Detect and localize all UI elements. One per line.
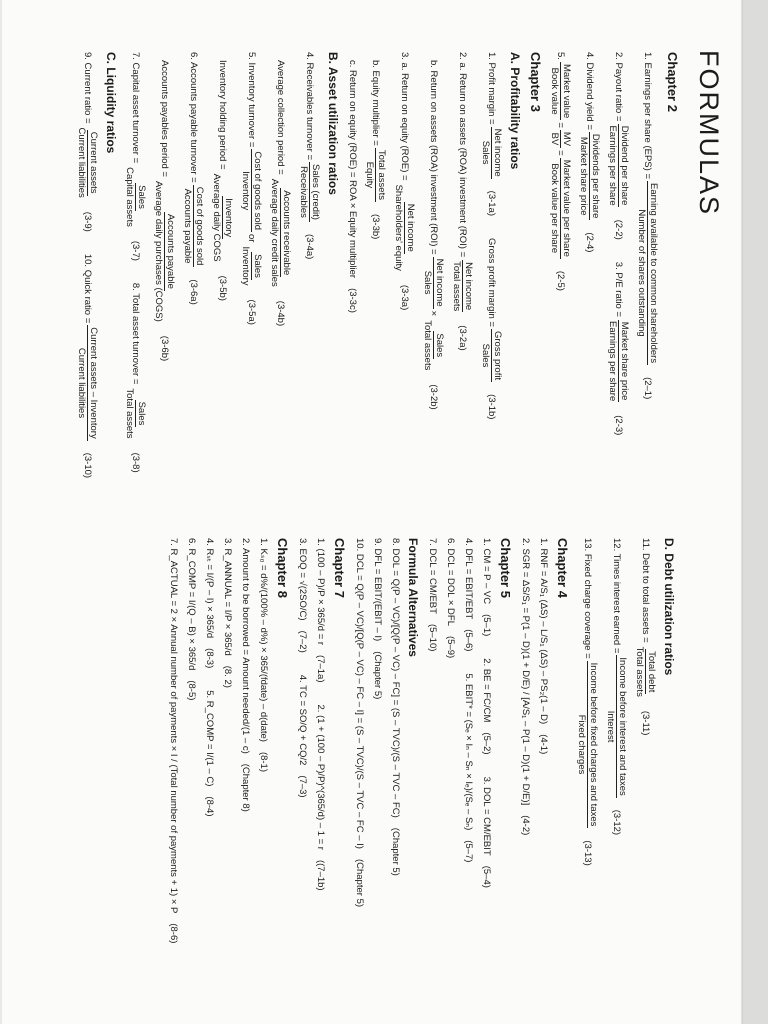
denominator: Inventory: [240, 246, 251, 286]
formula-4-2: [519, 538, 531, 1018]
formula-tag: (3-9): [82, 211, 94, 232]
formula-tag: (3-6b): [159, 335, 171, 362]
numerator: Cost of goods sold: [194, 186, 205, 266]
formula-tag: (Chapter 8): [240, 763, 251, 812]
formula-text: 6. DCL = DOL × DFL: [445, 538, 456, 626]
denominator: Sales: [480, 140, 491, 165]
chapter-4-heading: Chapter 4: [555, 538, 570, 598]
formula-tag: (8. 2): [222, 665, 233, 688]
fraction: [636, 181, 659, 365]
formula-lhs: Inventory holding period =: [217, 60, 229, 170]
formula-3-11: [634, 538, 657, 1018]
fraction: [76, 126, 99, 200]
numerator: Accounts receivable: [281, 190, 292, 276]
fraction: [605, 655, 628, 797]
numerator: Income before fixed charges and taxes: [588, 662, 599, 827]
fraction: [451, 259, 474, 313]
denominator: Current liabilities: [76, 127, 87, 198]
formula-tag: (8-1): [258, 751, 269, 772]
formula-tag: (8-3): [204, 648, 215, 669]
formula-3-4b: [269, 52, 292, 592]
or-text: or: [246, 234, 258, 243]
formula-5-6-to-5-9: [462, 538, 474, 1018]
numerator: Net income: [492, 128, 503, 177]
formula-tag: (3-5b): [217, 275, 229, 301]
formula-tag: (3-3a): [399, 284, 411, 311]
chapter-7-heading: Chapter 7: [332, 538, 347, 598]
fraction: [211, 172, 234, 264]
formula-text: 9. DFL = EBIT/(EBIT – I): [372, 538, 383, 642]
formula-text: 7. DCL = CM/EBT: [427, 538, 438, 614]
formula-tag: (2-4): [584, 232, 596, 253]
numerator: Current assets: [88, 131, 99, 194]
numerator: Dividend per share: [619, 125, 630, 206]
formula-tag: (5–10): [427, 623, 438, 652]
numerator: MV: [561, 131, 572, 147]
formula-lhs: 8. Total asset turnover =: [130, 282, 142, 385]
fraction: [634, 645, 657, 699]
numerator: Gross profit: [492, 330, 503, 381]
formula-8-3-and-8-4: [203, 538, 215, 1018]
formula-lhs: Average collection period =: [275, 60, 287, 175]
numerator: Market value: [561, 63, 572, 119]
formula-4-1-and-4-2: [537, 538, 549, 1018]
formula-3-1: [480, 52, 503, 592]
formula-8-6: [167, 538, 179, 1018]
numerator: Income before interest and taxes: [617, 657, 628, 796]
chapter-8-heading: Chapter 8: [275, 538, 290, 598]
section-c-heading: C. Liquidity ratios: [104, 52, 118, 154]
fraction: [240, 244, 263, 287]
formula-lhs: 4. Receivables turnover =: [304, 52, 316, 160]
numerator: Sales: [136, 401, 147, 426]
formula-3-9-and-3-10: [76, 52, 99, 592]
numerator: Market share price: [619, 321, 630, 401]
fraction: [578, 132, 601, 221]
formula-tag: (3-3c): [347, 288, 358, 313]
denominator: Current liabilities: [76, 347, 87, 419]
formula-sheet: [2, 0, 742, 1024]
fraction: [422, 257, 445, 309]
fraction: [153, 179, 176, 324]
fraction: [182, 185, 205, 268]
formula-tag: (3-2a): [457, 325, 469, 351]
fraction: [269, 177, 292, 289]
formula-lhs: 1. Profit margin =: [486, 52, 498, 125]
formula-lhs: 5. Inventory turnover =: [246, 52, 258, 148]
page-title: FORMULAS: [694, 50, 724, 217]
formula-5-1-to-5-4: [480, 538, 492, 1018]
formula-text: 4. Rₛₜ = I/(P – I) × 365/d: [204, 538, 215, 639]
formula-text: 8. DOL = Q(P – VC)/[Q(P – VC) – FC] = (S – TVC)/(S – TVC – FC): [390, 538, 401, 818]
formula-lhs: 2. Payout ratio =: [613, 52, 625, 122]
formula-tag: (3-1b): [486, 394, 498, 420]
denominator: Sales: [480, 343, 491, 368]
formula-lhs: 12. Times interest earned =: [611, 538, 623, 654]
formula-tag: (5–6): [463, 629, 474, 652]
denominator: Book value per share: [549, 163, 560, 254]
formula-tag: (3-4b): [275, 300, 287, 327]
formula-8-1: [257, 538, 269, 1018]
formula-7-1: [314, 538, 326, 1018]
formula-text: 3. EOQ = √(2SO/C): [297, 538, 308, 621]
fraction: [124, 165, 147, 229]
formula-tag: (3-10): [82, 452, 94, 479]
numerator: Net income: [434, 258, 445, 307]
denominator: Market share price: [578, 136, 589, 216]
formula-text: 1. RNF = A/S₁ (ΔS) – L/S₁ (ΔS) – PS₂(1 – D): [538, 538, 549, 725]
formula-lhs: 10. Quick ratio =: [82, 253, 94, 324]
chapter-2-heading: Chapter 2: [665, 52, 680, 112]
formula-3-3b: [364, 52, 387, 592]
formula-text: 1. CM = P – VC: [481, 538, 492, 605]
numerator: Dividends per share: [590, 133, 601, 219]
numerator: Earning available to common shareholders: [648, 183, 659, 364]
denominator: Average daily COGS: [211, 173, 222, 262]
formula-lhs: Accounts payables period =: [159, 60, 171, 177]
formula-text: 3. R_ANNUAL = I/P × 365/d: [222, 538, 233, 656]
numerator: Sales: [136, 185, 147, 209]
formula-tag: (3-1a): [486, 190, 498, 217]
formula-8-2: [221, 538, 233, 1018]
formula-text: 4. TC = SO/Q + CQ/2: [297, 674, 308, 766]
formula-tag: (8-5): [186, 680, 197, 701]
formula-tag: (2-5): [555, 270, 567, 291]
formula-tag: ((7–1b): [315, 859, 326, 891]
formula-2-5: [549, 52, 572, 592]
formula-3-2a: [451, 52, 474, 592]
denominator: Earnings per share: [607, 320, 618, 402]
formula-tag: (3-5a): [246, 299, 258, 325]
formula-text: 3. DOL = CM/EBIT: [481, 776, 492, 856]
formula-5-10: [426, 538, 438, 1018]
formula-text: 2. SGR = ΔS/S₁ = P(1 – D)(1 + D/E) / [A/S₁ – P(1 – D)(1 + D/E)]: [520, 538, 531, 806]
formula-text: 2. (1 + (100 – P)/P)^(365/d) – 1 = r: [315, 704, 326, 850]
formula-3-5b: [211, 52, 234, 592]
denominator: BV: [549, 132, 560, 146]
formula-lhs: 13. Fixed charge coverage =: [582, 538, 594, 659]
formula-tag: (3-11): [640, 710, 652, 736]
numerator: Inventory: [223, 198, 234, 238]
fraction: [240, 149, 263, 232]
fraction: [549, 62, 572, 120]
formula-alt-10: [353, 538, 365, 1018]
formula-tag: (5–9): [445, 636, 456, 659]
section-d-heading: D. Debt utilization ratios: [662, 538, 676, 676]
formula-tag: (Chapter 5): [372, 651, 383, 700]
denominator: Total assets: [451, 261, 462, 312]
denominator: Receivables: [298, 166, 309, 218]
formula-3-7-and-3-8: [124, 52, 147, 592]
denominator: Total assets: [634, 646, 645, 697]
denominator: Total assets: [422, 320, 433, 371]
formula-alt-9: [371, 538, 383, 1018]
formula-text: c. Return on equity (ROE) = ROA × Equity multiplier: [347, 60, 358, 279]
numerator: Net income: [405, 203, 416, 252]
fraction: [549, 130, 572, 148]
formula-text: 4. DFL = EBIT/EBT: [463, 538, 474, 620]
denominator: Average daily credit sales: [269, 178, 280, 287]
numerator: Cost of goods sold: [252, 151, 263, 231]
numerator: Sales (credit): [310, 164, 321, 220]
formula-lhs: Gross profit margin =: [486, 238, 498, 327]
equals: =: [555, 150, 567, 156]
formula-2-4: [578, 52, 601, 592]
formula-text: 2. BE = FC/CM: [481, 658, 492, 723]
formula-tag: (3-4a): [304, 233, 316, 260]
formula-alternatives-heading: Formula Alternatives: [406, 538, 420, 657]
formula-lhs: 6. Accounts payable turnover =: [188, 52, 200, 183]
formula-2-1: [636, 52, 659, 592]
formula-tag: (2–1): [642, 377, 654, 400]
numerator: Market value per share: [561, 159, 572, 257]
denominator: Fixed charges: [576, 714, 587, 775]
formula-3-12: [605, 538, 628, 1018]
right-column: [161, 538, 680, 1018]
fraction: [76, 325, 99, 440]
formula-tag: (7–3): [297, 775, 308, 798]
denominator: Total assets: [124, 388, 135, 439]
formula-tag: (Chapter 5): [390, 827, 401, 876]
numerator: Accounts payable: [165, 213, 176, 289]
formula-text: 2. Amount to be borrowed = Amount needed/(1 – c): [240, 538, 251, 754]
numerator: Total assets: [376, 149, 387, 200]
section-a-heading: A. Profitability ratios: [508, 52, 522, 170]
formula-3-4a: [298, 52, 321, 592]
numerator: Total debt: [646, 651, 657, 693]
formula-text: 1. Kₛ₀ = d%/(100% – d%) × 365/(fdate) – d(date): [258, 538, 269, 742]
formula-tag: (8-4): [204, 796, 215, 817]
formula-text: 1. (100 – P)/P × 365/d = r: [315, 538, 326, 646]
formula-tag: (5–1): [481, 614, 492, 637]
chapter-5-heading: Chapter 5: [498, 538, 513, 598]
numerator: Sales: [434, 333, 445, 358]
fraction: [607, 123, 630, 207]
formula-tag: (3-8): [130, 452, 142, 473]
left-column: [70, 52, 680, 592]
formula-tag: (3-13): [582, 840, 594, 866]
formula-tag: (3-3b): [370, 213, 382, 240]
formula-lhs: 3. P/E ratio =: [613, 261, 625, 317]
formula-tag: (2-2): [613, 219, 625, 240]
times-sign: ×: [428, 310, 440, 317]
formula-tag: (5–2): [481, 732, 492, 755]
fraction: [576, 661, 599, 829]
denominator: Earnings per share: [607, 125, 618, 206]
denominator: Number of shares outstanding: [636, 209, 647, 337]
formula-text: 7. R_ACTUAL = 2 × Annual number of payments × I / (Total number of payments + 1) × P: [168, 538, 179, 914]
formula-lhs: 1. Earnings per share (EPS) =: [642, 52, 654, 179]
formula-tag: (3-12): [611, 809, 623, 836]
formula-3-6b: [153, 52, 176, 592]
formula-text: 5. EBIT* = (Sₑ × Iₙ – Sₙ × Iₑ)/(Sₑ – Sₙ): [463, 673, 474, 831]
formula-tag: (7–1a): [315, 655, 326, 683]
denominator: Equity: [364, 161, 375, 189]
formula-text: 6. R_COMP = I/(Q – B) × 365/d: [186, 538, 197, 671]
denominator: Inventory: [240, 171, 251, 211]
formula-3-6a: [182, 52, 205, 592]
fraction: [393, 183, 416, 273]
formula-alt-8: [389, 538, 401, 1018]
fraction: [607, 319, 630, 403]
fraction: [480, 329, 503, 382]
fraction: [422, 318, 445, 372]
fraction: [480, 127, 503, 179]
denominator: Interest: [605, 710, 616, 743]
equals: =: [555, 122, 567, 128]
denominator: Accounts payable: [182, 188, 193, 264]
formula-tag: (4-1): [538, 734, 549, 755]
section-b-heading: B. Asset utilization ratios: [326, 52, 340, 195]
formula-3-3c: [346, 52, 358, 592]
formula-tag: (3-6a): [188, 279, 200, 305]
numerator: Net income: [463, 262, 474, 311]
formula-lhs: b. Equity multiplier =: [370, 60, 382, 146]
denominator: Shareholders' equity: [393, 184, 404, 271]
formula-text: 10. DCL = Q(P – VC)/[Q(P – VC) – FC – I] = (S – TVC)/(S – TVC – FC – I): [354, 538, 365, 849]
formula-lhs: b. Return on assets (ROA) investment (ROI) =: [428, 60, 440, 255]
formula-lhs: 3. a. Return on equity (ROE) =: [399, 52, 411, 181]
formula-5-9: [444, 538, 456, 1018]
fraction: [549, 158, 572, 259]
formula-tag: (4-2): [520, 815, 531, 836]
formula-lhs: 2. a. Return on assets (ROA) investment (ROI) =: [457, 52, 469, 258]
formula-tag: (8-6): [168, 923, 179, 944]
formula-lhs: 5.: [555, 52, 567, 60]
fraction: [298, 162, 321, 222]
formula-tag: (2-3): [613, 415, 625, 436]
denominator: Average daily purchases (COGS): [153, 180, 164, 322]
formula-lhs: 11. Debt to total assets =: [640, 538, 652, 643]
numerator: Sales: [252, 254, 263, 278]
formula-lhs: 7. Capital asset turnover =: [130, 52, 142, 164]
formula-7-2-and-7-3: [296, 538, 308, 1018]
formula-lhs: 4. Dividend yield =: [584, 52, 596, 130]
formula-3-3a: [393, 52, 416, 592]
formula-tag: (5–4): [481, 865, 492, 888]
fraction: [124, 386, 147, 440]
formula-3-13: [576, 538, 599, 1018]
formula-tag: (3-7): [130, 240, 142, 261]
formula-lhs: 9. Current ratio =: [82, 52, 94, 124]
formula-3-5a: [240, 52, 263, 592]
formula-tag: (Chapter 5): [354, 858, 365, 908]
formula-3-2b: [422, 52, 445, 592]
denominator: Capital assets: [124, 167, 135, 227]
denominator: Sales: [422, 270, 433, 295]
formula-tag: (7–2): [297, 630, 308, 653]
formula-8-amount: [239, 538, 251, 1018]
formula-text: 5. R_COMP = I/(1 – C): [204, 690, 215, 787]
formula-tag: (5–7): [463, 840, 474, 863]
numerator: Current assets – Inventory: [88, 327, 99, 439]
formula-2-2-and-2-3: [607, 52, 630, 592]
chapter-3-heading: Chapter 3: [528, 52, 543, 112]
fraction: [364, 148, 387, 202]
formula-8-5: [185, 538, 197, 1018]
denominator: Book value: [549, 67, 560, 115]
formula-tag: (3-2b): [428, 384, 440, 410]
